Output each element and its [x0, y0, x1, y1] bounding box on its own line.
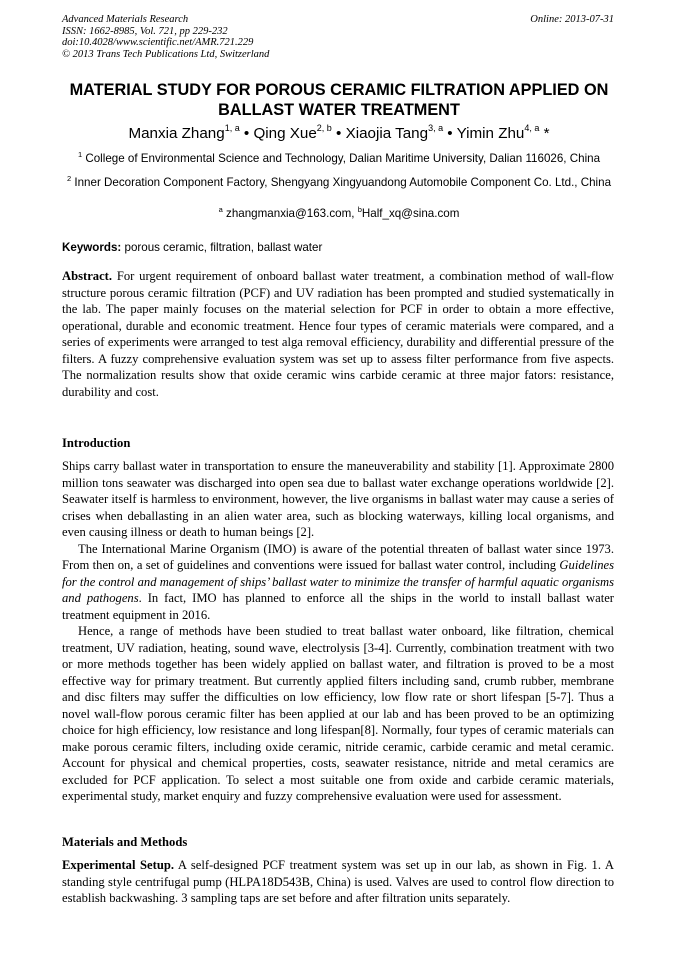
email-line	[56, 206, 622, 221]
abstract-text: For urgent requirement of onboard ballast water treatment, a combination method of wall-flow structure porous ceramic filtration (PCF) and UV radiation has been prompted and studied systematically in the lab. The paper mainly focuses on the material selection for PCF in order to obtain a more effective, operational, durable and economic treatment. Hence four types of ceramic materials were compared, and a series of experiments were arranged to test alga removal efficiency, durability and differential pressure of the filters. A fuzzy comprehensive evaluation system was set up to assess filter performance from five aspects. The normalization results show that oxide ceramic wins carbide ceramic at three major fators: resistance, durability and cost.	[62, 269, 614, 399]
copyright-line: © 2013 Trans Tech Publications Ltd, Switzerland	[62, 48, 270, 60]
abstract-label: Abstract.	[62, 269, 113, 283]
affiliation-2	[56, 175, 622, 190]
affiliation-text: College of Environmental Science and Technology, Dalian Maritime University, Dalian 116026, China	[85, 152, 601, 165]
introduction-body	[62, 458, 614, 805]
subsection-label: Experimental Setup.	[62, 858, 174, 872]
author-name: Yimin Zhu	[456, 125, 525, 142]
author-name: Xiaojia Tang	[345, 125, 429, 142]
email-address: Half_xq@sina.com	[361, 207, 460, 220]
paragraph: Ships carry ballast water in transportation to ensure the maneuverability and stability [1]. Approximate 2800 million tons seawater was discharged into open sea due to ballast water exchange operations worldwide [2]. Seawater itself is harmless to environment, however, the live organisms in ballast water may cause a series of crises when deballasting in an alien water area, such as blocking waterways, killing local organisms, and even causing illness or death to human beings [2].	[62, 459, 614, 539]
keywords	[62, 240, 614, 255]
keywords-text: porous ceramic, filtration, ballast water	[124, 241, 323, 254]
author-affil-mark: 3, a	[428, 123, 444, 133]
email-mark: b	[357, 205, 362, 214]
italic-title: Guidelines for the control and management of ships’ ballast water to minimize the transfer of harmful aquatic organisms and pathogens	[62, 558, 614, 605]
author-name: Qing Xue	[253, 125, 317, 142]
email-address: zhangmanxia@163.com,	[226, 207, 355, 220]
doi-line: doi:10.4028/www.scientific.net/AMR.721.229	[62, 37, 254, 48]
methods-heading: Materials and Methods	[62, 835, 188, 849]
author-list	[40, 125, 638, 143]
author-separator: •	[331, 125, 346, 142]
author-separator: •	[239, 125, 254, 142]
author-affil-mark: 1, a	[224, 123, 240, 133]
affiliation-number: 2	[66, 174, 72, 183]
abstract	[62, 268, 614, 400]
email-mark: a	[218, 205, 223, 214]
affiliation-text: Inner Decoration Component Factory, Shengyang Xingyuandong Automobile Component Co. Ltd., China	[74, 176, 612, 189]
methods-body	[62, 857, 614, 907]
issn-line: ISSN: 1662-8985, Vol. 721, pp 229-232	[62, 25, 228, 37]
text-run: . In fact, IMO has planned to enforce all the ships in the world to install ballast water treatment equipment in 2016.	[62, 591, 614, 622]
online-date: Online: 2013-07-31	[530, 14, 614, 25]
keywords-label: Keywords:	[62, 241, 122, 254]
journal-info	[62, 14, 269, 60]
methods-text: A self-designed PCF treatment system was set up in our lab, as shown in Fig. 1. A standing style centrifugal pump (HLPA18D543B, China) is used. Valves are used to control flow direction to establish backwashing. 3 sampling taps are set before and after filtration units separately.	[62, 858, 614, 905]
journal-name: Advanced Materials Research	[62, 14, 189, 25]
paragraph	[62, 541, 614, 624]
corresponding-author-mark: *	[543, 125, 550, 142]
affiliation-1	[56, 151, 622, 166]
paper-title: MATERIAL STUDY FOR POROUS CERAMIC FILTRATION APPLIED ON BALLAST WATER TREATMENT	[69, 81, 609, 119]
author-name: Manxia Zhang	[128, 125, 225, 142]
introduction-heading: Introduction	[62, 436, 131, 450]
affiliation-number: 1	[77, 150, 83, 159]
text-run: The International Marine Organism (IMO) is aware of the potential threaten of ballast water since 1973. From then on, a set of guidelines and conventions were issued for ballast water control, including	[62, 541, 614, 572]
author-affil-mark: 4, a	[524, 123, 540, 133]
paragraph: Hence, a range of methods have been studied to treat ballast water onboard, like filtration, chemical treatment, UV radiation, heating, sound wave, electrolysis [3-4]. Currently, combination treatment with two or more methods together has been widely applied on ballast water, and filtration is proved to be a most effective way for primary treatment. But currently applied filters including sand, crumb rubber, membrane and disc filters may suffer the difficulties on low efficiency, low flow rate or short lifespan [5-7]. Thus a novel wall-flow porous ceramic filter has been applied at our lab and has been proved to be an optimizing choice for high efficiency, low resistance and long lifespan[8]. Normally, four types of ceramic materials can make porous ceramic filters, including oxide ceramic, nitride ceramic, carbide ceramic and metal ceramic. Account for physical and chemical properties, costs, seawater resistance, nitride and metal ceramics are excluded for PCF application. To select a most suitable one from oxide and carbide ceramic materials, experimental study, market enquiry and fuzzy comprehensive evaluation were used for assessment.	[62, 624, 614, 803]
author-affil-mark: 2, b	[316, 123, 332, 133]
author-separator: •	[443, 125, 457, 142]
